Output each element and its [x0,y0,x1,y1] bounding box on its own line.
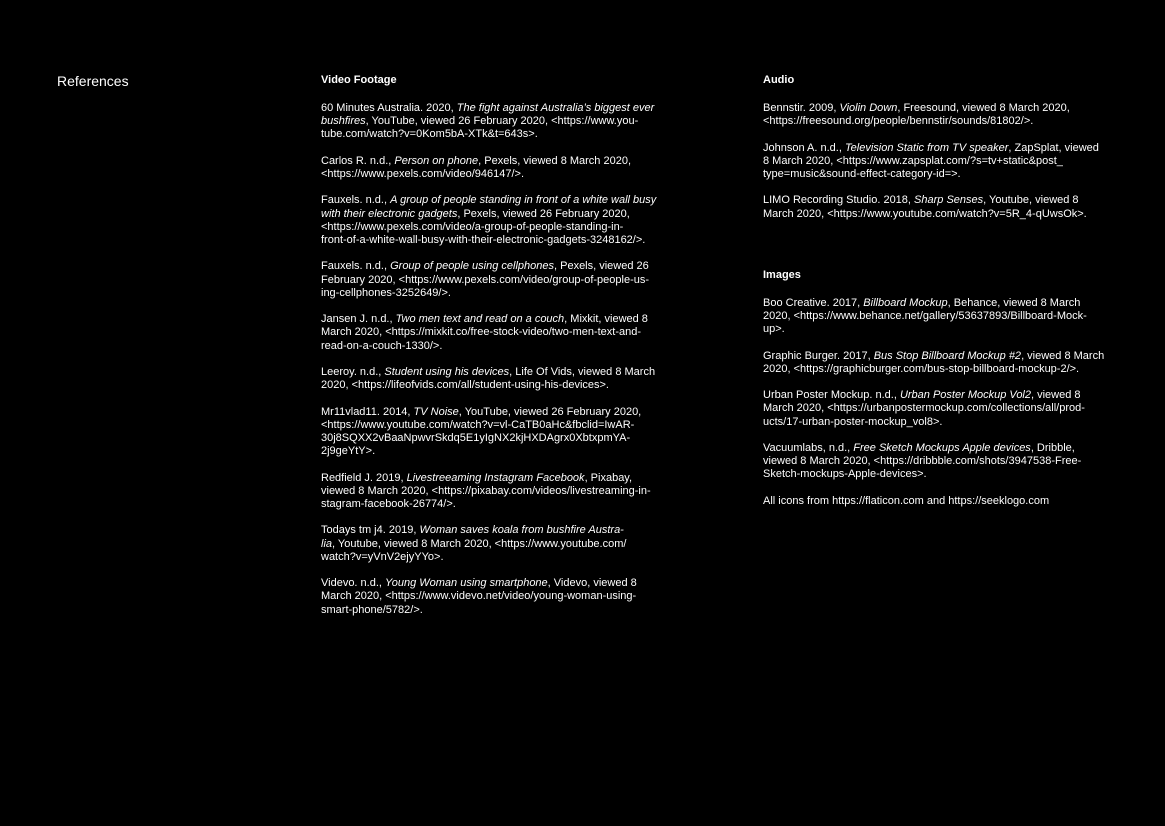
reference-title: Student using his devices [384,365,510,378]
reference-entry [763,102,1113,128]
reference-entry [321,194,671,247]
reference-author: Redfield J. 2019, [321,471,407,484]
reference-author: Mr11vlad11. 2014, [321,405,414,418]
reference-title: Television Static from TV speaker [844,141,1009,154]
reference-entry [321,155,671,181]
reference-details: , Life Of Vids, viewed 8 March 2020, <https://lifeofvids.com/all/student-using-his-devices>. [321,365,656,392]
video-footage-section [321,73,671,630]
reference-author: Jansen J. n.d., [321,313,396,326]
reference-title: TV Noise [413,405,459,418]
reference-details: , Behance, viewed 8 March 2020, <https://www.behance.net/gallery/53637893/Billboard-Mock- up>. [763,296,1087,336]
images-ref-list [763,297,1113,508]
reference-title: Billboard Mockup [863,296,948,309]
reference-author: Johnson A. n.d., [763,141,845,154]
reference-details: , YouTube, viewed 26 February 2020, <https://www.youtube.com/watch?v=vl-CaTB0aHc&fbclid=IwAR- 30j8SQXX2vBaaNpwvrSkdq5E1yIgNX2kjHXDAgrx0XbtxpmYA- 2j9geYtY>. [321,405,642,458]
audio-ref-list [763,102,1113,221]
reference-details: , Pexels, viewed 26 February 2020, <https://www.pexels.com/video/a-group-of-people-standing-in- front-of-a-white-wall-busy-with-their-electronic-gadgets-3248162/>. [321,207,646,246]
images-section [763,268,1113,508]
reference-title: Urban Poster Mockup Vol2 [899,389,1031,402]
reference-author: LIMO Recording Studio. 2018, [763,194,915,207]
reference-entry [763,442,1113,482]
right-column [763,73,1113,521]
reference-entry [763,194,1113,220]
reference-title: Livestreeaming Instagram Facebook [406,471,585,484]
reference-details: , YouTube, viewed 26 February 2020, <https://www.you- tube.com/watch?v=0Kom5bA-XTk&t=643s>. [321,115,639,141]
reference-entry [763,389,1113,429]
reference-entry [321,260,671,300]
reference-author: Fauxels. n.d., [321,260,391,273]
reference-author: Bennstir. 2009, [763,102,840,114]
reference-title: Violin Down [839,102,898,114]
reference-title: Young Woman using smartphone [385,577,548,590]
reference-title: Two men text and read on a couch [395,313,565,326]
reference-details: , viewed 8 March 2020, <https://urbanpostermockup.com/collections/all/prod- ucts/17-urban-poster-mockup_vol8>. [763,389,1085,428]
reference-author: Vacuumlabs, n.d., [763,441,854,454]
reference-author: Fauxels. n.d., [321,194,391,207]
reference-entry [321,577,671,617]
reference-entry [321,472,671,512]
section-title-images: Images [763,268,801,281]
reference-entry [763,142,1113,182]
reference-entry [321,524,671,564]
reference-author: Videvo. n.d., [321,577,386,590]
reference-details: , viewed 8 March 2020, <https://graphicburger.com/bus-stop-billboard-mockup-2/>. [763,349,1105,375]
reference-author: Todays tm j4. 2019, [321,524,420,537]
reference-title: Free Sketch Mockups Apple devices [853,441,1031,454]
reference-title: Bus Stop Billboard Mockup #2 [873,349,1022,362]
section-title-video: Video Footage [321,74,397,86]
reference-entry [321,406,671,459]
reference-title: Woman saves koala from bushfire Austra- lia [321,524,624,550]
reference-title: A group of people standing in front of a white wall busy with their electronic gadgets [321,194,657,220]
reference-author: All icons from https://flaticon.com and https://seeklogo.com [763,494,1050,507]
reference-details: , Mixkit, viewed 8 March 2020, <https://mixkit.co/free-stock-video/two-men-text-and- read-on-a-couch-1330/>. [321,313,648,352]
reference-details: , Pixabay, viewed 8 March 2020, <https://pixabay.com/videos/livestreaming-in- stagram-facebook-26774/>. [321,471,651,510]
reference-title: The fight against Australia’s biggest ever bushfires [321,102,655,128]
reference-author: Boo Creative. 2017, [763,296,864,309]
page-heading: References [57,73,129,89]
reference-title: Sharp Senses [914,194,984,207]
reference-title: Person on phone [394,154,479,167]
reference-details: , ZapSplat, viewed 8 March 2020, <https://www.zapsplat.com/?s=tv+static&post_ type=music&sound-effect-category-id=>. [763,141,1099,180]
reference-details: , Youtube, viewed 8 March 2020, <https://www.youtube.com/ watch?v=yVnV2ejyYYo>. [321,537,627,563]
reference-title: Group of people using cellphones [390,260,554,273]
reference-author: Graphic Burger. 2017, [763,349,874,362]
reference-details: , Pexels, viewed 26 February 2020, <https://www.pexels.com/video/group-of-people-us- ing-cellphones-3252649/>. [321,260,650,299]
video-ref-list [321,102,671,617]
reference-entry [763,495,1113,508]
reference-entry [763,350,1113,376]
reference-entry [321,102,671,142]
reference-author: Carlos R. n.d., [321,154,395,167]
reference-entry [321,366,671,392]
reference-author: Leeroy. n.d., [321,365,385,378]
reference-details: , Youtube, viewed 8 March 2020, <https://www.youtube.com/watch?v=5R_4-qUwsOk>. [763,194,1087,220]
reference-details: , Videvo, viewed 8 March 2020, <https://www.videvo.net/video/young-woman-using- smart-phone/5782/>. [321,577,637,616]
audio-section [763,73,1113,221]
reference-author: 60 Minutes Australia. 2020, [321,102,457,114]
reference-details: , Pexels, viewed 8 March 2020, <https://www.pexels.com/video/946147/>. [321,154,632,180]
reference-entry [763,297,1113,337]
reference-details: , Dribble, viewed 8 March 2020, <https://dribbble.com/shots/3947538-Free- Sketch-mockups-Apple-devices>. [763,441,1082,481]
section-title-audio: Audio [763,74,795,86]
reference-entry [321,313,671,353]
reference-author: Urban Poster Mockup. n.d., [763,389,900,402]
reference-details: , Freesound, viewed 8 March 2020, <https://freesound.org/people/bennstir/sounds/81802/>. [763,102,1070,128]
